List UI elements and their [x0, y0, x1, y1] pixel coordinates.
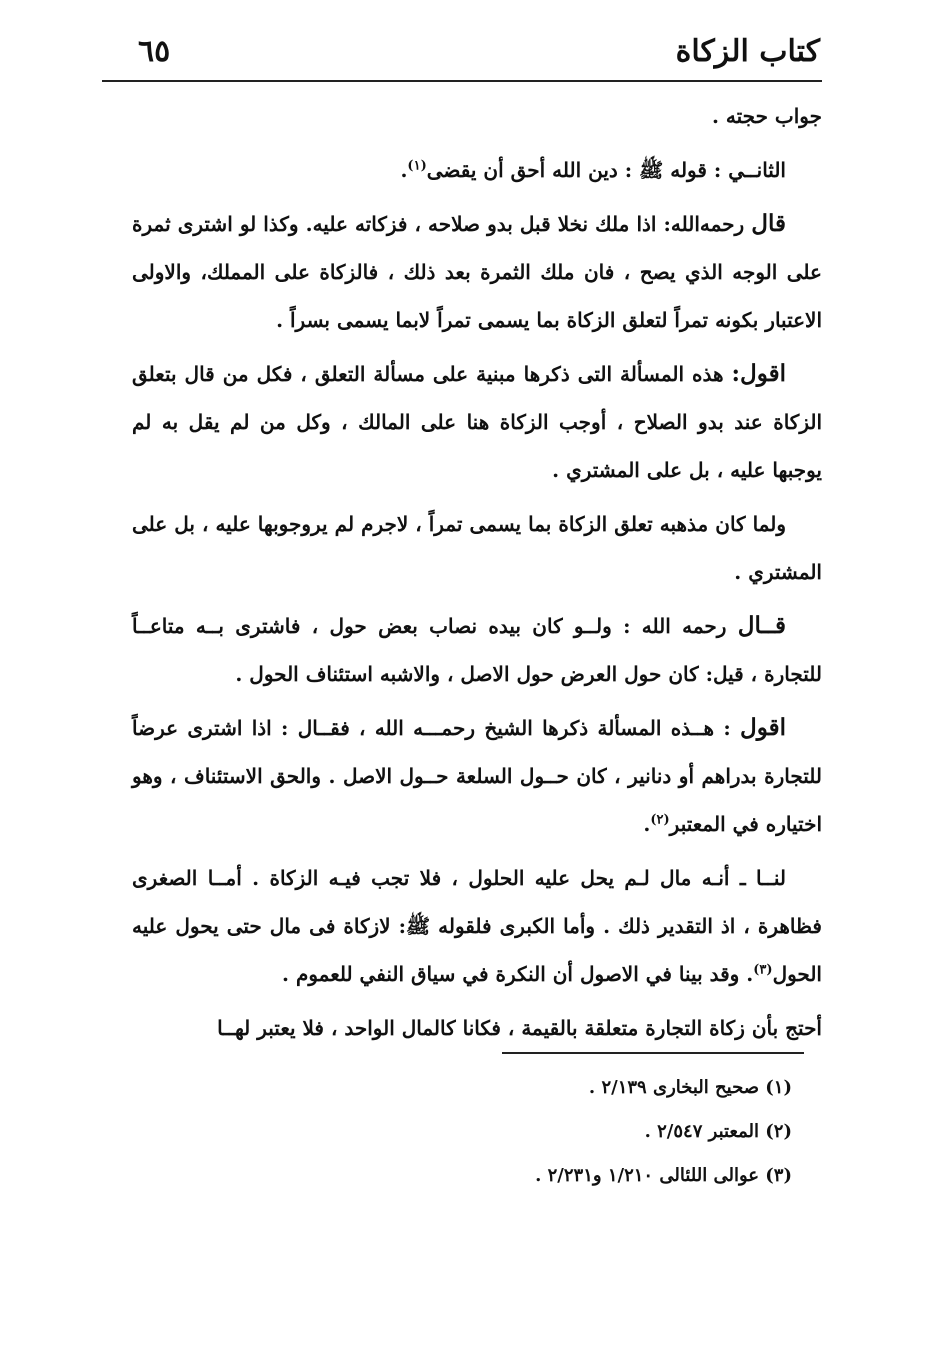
paragraph-8 [132, 854, 822, 998]
footnote-ref-3: (٣) [753, 962, 773, 978]
footnote-1: (١) صحيح البخارى ٢/١٣٩ . [588, 1077, 792, 1098]
paragraph-7-end: . [643, 812, 651, 836]
paragraph-4-text: هذه المسألة التى ذكرها مبنية على مسألة التعلق ، فكل من قال بتعلق الزكاة عند بدو الصلاح ، أوجب الزكاة هنا على المالك ، وكل من لم يقل به لم يوجبها عليه ، بل على المشتري . [132, 362, 822, 482]
paragraph-3-text: رحمه‌الله: اذا ملك نخلا قبل بدو صلاحه ، فزكاته عليه. وكذا لو اشترى ثمرة على الوجه الذي يصح ، فان ملك الثمرة بعد ذلك ، فالزكاة على المملك، والاولى الاعتبار بكونه تمراً لتعلق الزكاة بما يسمى تمراً لابما يسمى بسراً . [132, 212, 822, 332]
paragraph-9 [132, 1004, 822, 1052]
paragraph-8-text-b: . وقد بينا في الاصول أن النكرة في سياق النفي للعموم . [282, 962, 754, 986]
paragraph-8-text-a: لنــا ـ أنـه مال لـم يحل عليه الحلول ، فلا تجب فيـه الزكاة . أمــا الصغرى فظاهرة ، اذ التقدير ذلك . وأما الكبرى فلقوله ﷺ: لازكاة فى مال حتى يحول عليه الحول [132, 866, 822, 986]
footnote-2: (٢) المعتبر ٢/٥٤٧ . [644, 1121, 792, 1142]
paragraph-2 [132, 146, 822, 194]
footnote-3: (٣) عوالى اللئالى ١/٢١٠ و٢/٢٣١ . [535, 1165, 792, 1186]
header-rule [102, 80, 822, 82]
main-text [132, 92, 822, 1058]
paragraph-2-end: . [400, 158, 408, 182]
lead-word-aqul: اقول: [731, 360, 786, 387]
paragraph-2-text: الثانــي : قوله ﷺ : دين الله أحق أن يقضى [426, 158, 786, 182]
paragraph-7 [132, 704, 822, 848]
footnotes [402, 1066, 792, 1198]
page-number: ٦٥ [138, 34, 171, 69]
lead-word-aqul-2: اقول [740, 714, 786, 741]
paragraph-5 [132, 500, 822, 596]
running-title: كتاب الزكاة [675, 34, 820, 69]
footnote-ref-1: (١) [407, 158, 427, 174]
paragraph-6-text: رحمه الله : ولــو كان بيده نصاب بعض حول ، فاشترى بــه متاعــاً للتجارة ، قيل: كان حول العرض حول الاصل ، والاشبه استئناف الحول . [132, 614, 822, 686]
paragraph-5-text: ولما كان مذهبه تعلق الزكاة بما يسمى تمراً ، لاجرم لم يروجوبها عليه ، بل على المشتري . [132, 512, 822, 584]
footnote-rule [502, 1052, 804, 1054]
paragraph-1 [132, 92, 822, 140]
paragraph-6 [132, 602, 822, 698]
footnote-ref-2: (٢) [650, 812, 670, 828]
paragraph-7-text: : هــذه المسألة ذكرها الشيخ رحمـــه الله ، فقــال : اذا اشترى عرضاً للتجارة بدراهم أو دنانير ، كان حــول السلعة حــول الاصل . والحق الاستئناف ، وهو اختياره في المعتبر [132, 716, 822, 836]
paragraph-1-text: جواب حجته . [712, 104, 822, 128]
paragraph-4 [132, 350, 822, 494]
lead-word-qal-2: قــال [737, 612, 786, 639]
lead-word-qal: قال [751, 210, 786, 237]
paragraph-9-text: أحتج بأن زكاة التجارة متعلقة بالقيمة ، فكانا كالمال الواحد ، فلا يعتبر لهــا [217, 1016, 822, 1040]
paragraph-3 [132, 200, 822, 344]
running-header [120, 28, 820, 72]
